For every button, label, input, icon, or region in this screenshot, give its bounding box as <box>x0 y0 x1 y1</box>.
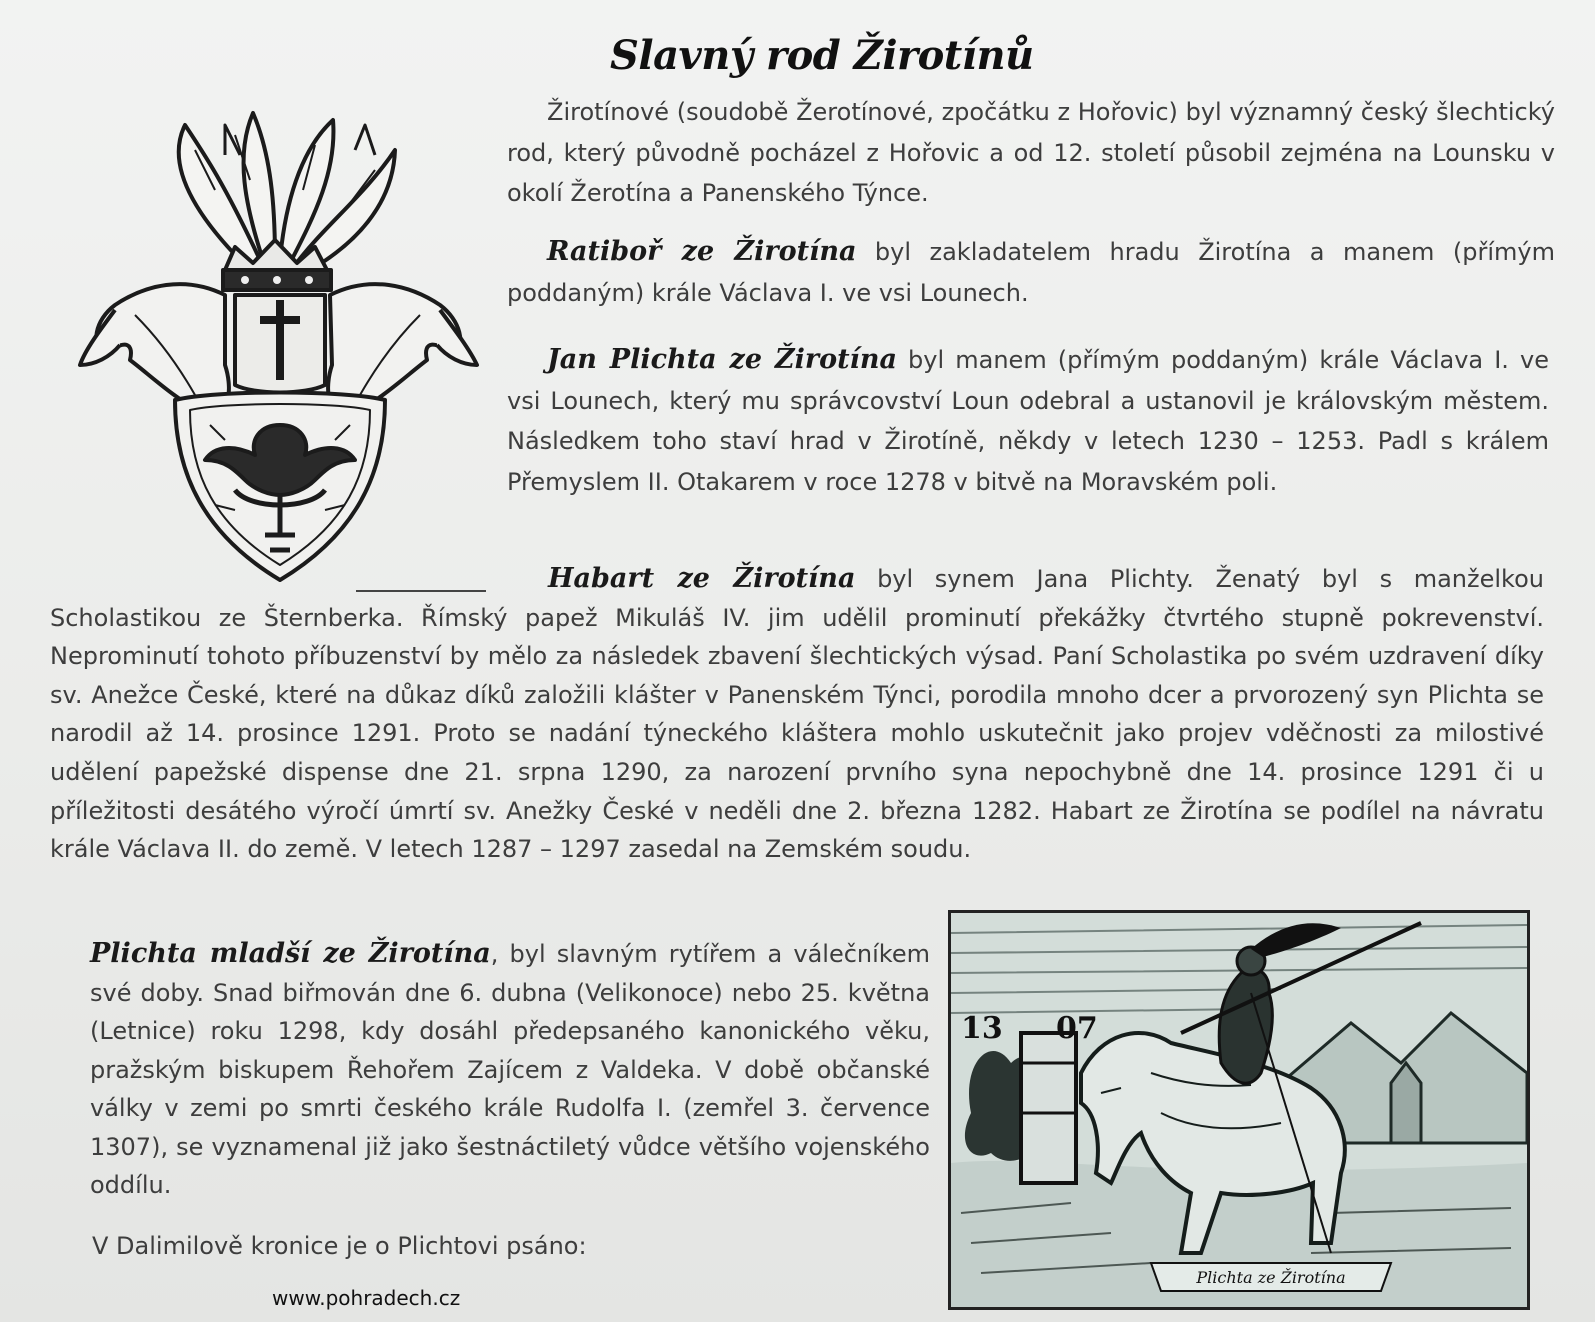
dalimil-text: V Dalimilově kronice je o Plichtovi psáno: <box>92 1232 587 1260</box>
engraving-year-right: 07 <box>1056 1011 1098 1046</box>
knight-engraving-drawing <box>951 913 1527 1307</box>
engraving-year-left: 13 <box>961 1011 1003 1046</box>
jan-plichta-name: Jan Plichta ze Žirotína <box>547 344 897 375</box>
ratibor-paragraph <box>507 232 1555 313</box>
intro-text: Žirotínové (soudobě Žerotínové, zpočátku z Hořovic) byl významný český šlechtický rod, který původně pocházel z Hořovic a od 12. století působil zejména na Lounsku v okolí Žerotína a Panenského Týnce. <box>507 98 1555 207</box>
jan-plichta-text: byl manem (přímým poddaným) krále Václava I. ve vsi Lounech, který mu správcovství Loun odebral a ustanovil je královským městem. Následkem toho staví hrad v Žirotíně, někdy v letech 1230 – 1253. Padl s králem Přemyslem II. Otakarem v roce 1278 v bitvě na Moravském poli. <box>507 346 1549 496</box>
coat-of-arms-illustration <box>75 95 485 585</box>
habart-text: byl synem Jana Plichty. Ženatý byl s manželkou Scholastikou ze Šternberka. Římský papež Mikuláš IV. jim udělil prominutí překážky čtvrtého stupně pokrevenství. Neprominutí tohoto příbuzenství by mělo za následek zbavení šlechtických výsad. Paní Scholastika po svém uzdravení díky sv. Anežce České, které na důkaz díků založili klášter v Panenském Týnci, porodila mnoho dcer a prvorozený syn Plichta se narodil až 14. prosince 1291. Proto se nadání týneckého kláštera mohlo uskutečnit jako projev vděčnosti za milostivé udělení papežské dispense dne 21. srpna 1290, za narození prvního syna nepochybně dne 14. prosince 1291 či u příležitosti desátého výročí úmrtí sv. Anežky České v neděli dne 2. března 1282. Habart ze Žirotína se podílel na návratu krále Václava II. do země. V letech 1287 – 1297 zasedal na Zemském soudu. <box>50 565 1544 864</box>
habart-paragraph <box>50 560 1544 869</box>
ratibor-name: Ratiboř ze Žirotína <box>547 236 857 267</box>
plichta-mladsi-text: , byl slavným rytířem a válečníkem své doby. Snad biřmován dne 6. dubna (Velikonoce) nebo 25. května (Letnice) roku 1298, kdy dosáhl předepsaného kanonického věku, pražským biskupem Řehořem Zajícem z Valdeka. V době občanské války v zemi po smrti českého krále Rudolfa I. (zemřel 3. července 1307), se vyznamenal již jako šestnáctiletý vůdce většího vojenského oddílu. <box>90 940 930 1199</box>
ratibor-text: byl zakladatelem hradu Žirotína a manem (přímým poddaným) krále Václava I. ve vsi Lounech. <box>507 238 1555 307</box>
dalimil-paragraph <box>92 1227 792 1265</box>
website-link[interactable]: www.pohradech.cz <box>272 1286 461 1310</box>
plichta-mladsi-name: Plichta mladší ze Žirotína <box>90 938 491 969</box>
jan-plichta-paragraph <box>507 340 1549 502</box>
engraving-caption: Plichta ze Žirotína <box>1196 1268 1346 1287</box>
knight-engraving-illustration <box>948 910 1530 1310</box>
page-title: Slavný rod Žirotínů <box>610 32 1034 79</box>
intro-paragraph <box>507 92 1555 214</box>
plichta-mladsi-paragraph <box>90 935 930 1205</box>
habart-name: Habart ze Žirotína <box>548 563 856 594</box>
